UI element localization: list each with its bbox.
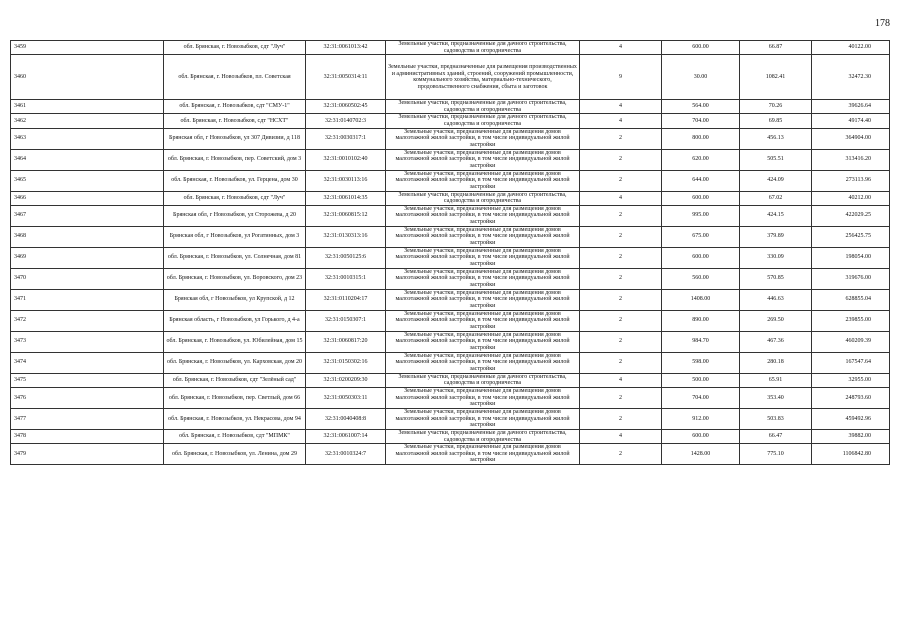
land-use-cell: Земельные участки, предназначенные для дачного строительства, садоводства и огородничества <box>386 429 580 443</box>
address-cell: обл. Брянская, г. Новозыбков, ул. Карховская, дом 20 <box>164 352 306 373</box>
group-cell: 2 <box>580 226 662 247</box>
land-use-cell: Земельные участки, предназначенные для дачного строительства, садоводства и огородничества <box>386 41 580 55</box>
table-row <box>11 55 890 100</box>
land-use-cell: Земельные участки, предназначенные для дачного строительства, садоводства и огородничества <box>386 100 580 114</box>
group-cell: 4 <box>580 191 662 205</box>
address-cell: обл. Брянская, г. Новозыбков, ул. Ленина, дом 29 <box>164 444 306 465</box>
price-cell: 280.18 <box>740 352 812 373</box>
table-row <box>11 149 890 170</box>
cadastral-number-cell: 32:31:0010102:40 <box>306 149 386 170</box>
address-cell: Брянская обл, г Новозыбков, ул Крупской, д 12 <box>164 289 306 310</box>
group-cell: 4 <box>580 114 662 128</box>
address-cell: обл. Брянская, г. Новозыбков, сдт "Луч" <box>164 191 306 205</box>
group-cell: 9 <box>580 55 662 100</box>
group-cell: 2 <box>580 331 662 352</box>
group-cell: 4 <box>580 429 662 443</box>
row-number: 3470 <box>11 268 164 289</box>
row-number: 3465 <box>11 170 164 191</box>
land-use-cell: Земельные участки, предназначенные для размещения домов малоэтажной жилой застройки, в том числе индивидуальной жилой застройки <box>386 128 580 149</box>
table-row <box>11 331 890 352</box>
price-cell: 424.15 <box>740 205 812 226</box>
cadastral-value-cell: 40212.00 <box>812 191 890 205</box>
cadastral-value-cell: 319676.00 <box>812 268 890 289</box>
price-cell: 269.50 <box>740 310 812 331</box>
price-cell: 353.40 <box>740 387 812 408</box>
cadastral-value-cell: 39882.00 <box>812 429 890 443</box>
cadastral-number-cell: 32:31:0150307:1 <box>306 310 386 331</box>
row-number: 3471 <box>11 289 164 310</box>
group-cell: 2 <box>580 310 662 331</box>
group-cell: 2 <box>580 268 662 289</box>
area-cell: 500.00 <box>662 373 740 387</box>
address-cell: обл. Брянская, г. Новозыбков, ул. Юбилейная, дом 15 <box>164 331 306 352</box>
cadastral-value-cell: 49174.40 <box>812 114 890 128</box>
cadastral-value-cell: 273113.96 <box>812 170 890 191</box>
table-row <box>11 387 890 408</box>
row-number: 3479 <box>11 444 164 465</box>
area-cell: 1428.00 <box>662 444 740 465</box>
row-number: 3475 <box>11 373 164 387</box>
row-number: 3467 <box>11 205 164 226</box>
land-use-cell: Земельные участки, предназначенные для размещения домов малоэтажной жилой застройки, в том числе индивидуальной жилой застройки <box>386 289 580 310</box>
cadastral-value-cell: 40122.00 <box>812 41 890 55</box>
cadastral-value-cell: 167547.64 <box>812 352 890 373</box>
cadastral-number-cell: 32:31:0140702:3 <box>306 114 386 128</box>
land-use-cell: Земельные участки, предназначенные для дачного строительства, садоводства и огородничества <box>386 191 580 205</box>
price-cell: 65.91 <box>740 373 812 387</box>
price-cell: 67.02 <box>740 191 812 205</box>
address-cell: Брянская область, г Новозыбков, ул Горького, д 4-а <box>164 310 306 331</box>
price-cell: 66.47 <box>740 429 812 443</box>
price-cell: 505.51 <box>740 149 812 170</box>
address-cell: обл. Брянская, г. Новозыбков, пер. Светлый, дом 66 <box>164 387 306 408</box>
address-cell: обл. Брянская, г. Новозыбков, ул. Воровского, дом 23 <box>164 268 306 289</box>
land-use-cell: Земельные участки, предназначенные для размещения домов малоэтажной жилой застройки, в том числе индивидуальной жилой застройки <box>386 268 580 289</box>
table-row <box>11 444 890 465</box>
cadastral-number-cell: 32:31:0061013:42 <box>306 41 386 55</box>
row-number: 3472 <box>11 310 164 331</box>
area-cell: 704.00 <box>662 387 740 408</box>
land-use-cell: Земельные участки, предназначенные для размещения домов малоэтажной жилой застройки, в том числе индивидуальной жилой застройки <box>386 226 580 247</box>
price-cell: 69.85 <box>740 114 812 128</box>
price-cell: 1082.41 <box>740 55 812 100</box>
row-number: 3468 <box>11 226 164 247</box>
table-row <box>11 429 890 443</box>
row-number: 3463 <box>11 128 164 149</box>
cadastral-number-cell: 32:31:0200209:30 <box>306 373 386 387</box>
land-use-cell: Земельные участки, предназначенные для размещения домов малоэтажной жилой застройки, в том числе индивидуальной жилой застройки <box>386 444 580 465</box>
cadastral-number-cell: 32:31:0061007:14 <box>306 429 386 443</box>
cadastral-number-cell: 32:31:0130313:16 <box>306 226 386 247</box>
cadastral-number-cell: 32:31:0030317:1 <box>306 128 386 149</box>
cadastral-number-cell: 32:31:0010324:7 <box>306 444 386 465</box>
cadastral-value-cell: 198054.00 <box>812 247 890 268</box>
cadastral-value-cell: 628855.04 <box>812 289 890 310</box>
cadastral-number-cell: 32:31:0050303:11 <box>306 387 386 408</box>
row-number: 3464 <box>11 149 164 170</box>
group-cell: 2 <box>580 128 662 149</box>
group-cell: 2 <box>580 289 662 310</box>
table-row <box>11 310 890 331</box>
table-row <box>11 408 890 429</box>
price-cell: 775.10 <box>740 444 812 465</box>
cadastral-number-cell: 32:31:0050314:11 <box>306 55 386 100</box>
cadastral-value-cell: 1106842.80 <box>812 444 890 465</box>
address-cell: обл. Брянская, г. Новозыбков, сдт "МПМК" <box>164 429 306 443</box>
table-row <box>11 373 890 387</box>
land-use-cell: Земельные участки, предназначенные для размещения домов малоэтажной жилой застройки, в том числе индивидуальной жилой застройки <box>386 310 580 331</box>
address-cell: Брянская обл, г Новозыбков, ул 307 Дивизии, д 118 <box>164 128 306 149</box>
cadastral-value-cell: 364904.00 <box>812 128 890 149</box>
cadastral-value-cell: 32472.30 <box>812 55 890 100</box>
price-cell: 379.89 <box>740 226 812 247</box>
cadastral-value-cell: 422029.25 <box>812 205 890 226</box>
cadastral-value-cell: 248793.60 <box>812 387 890 408</box>
row-number: 3473 <box>11 331 164 352</box>
row-number: 3474 <box>11 352 164 373</box>
address-cell: Брянская обл, г Новозыбков, ул Рогатинных, дом 3 <box>164 226 306 247</box>
area-cell: 620.00 <box>662 149 740 170</box>
area-cell: 800.00 <box>662 128 740 149</box>
page-number: 178 <box>875 18 890 29</box>
area-cell: 675.00 <box>662 226 740 247</box>
cadastral-value-cell: 239855.00 <box>812 310 890 331</box>
cadastral-number-cell: 32:31:0030113:16 <box>306 170 386 191</box>
cadastral-number-cell: 32:31:0010315:1 <box>306 268 386 289</box>
group-cell: 2 <box>580 387 662 408</box>
cadastral-value-cell: 32955.00 <box>812 373 890 387</box>
cadastral-number-cell: 32:31:0150302:16 <box>306 352 386 373</box>
land-use-cell: Земельные участки, предназначенные для размещения домов малоэтажной жилой застройки, в том числе индивидуальной жилой застройки <box>386 247 580 268</box>
row-number: 3461 <box>11 100 164 114</box>
row-number: 3478 <box>11 429 164 443</box>
address-cell: обл. Брянская, г. Новозыбков, ул. Некрасова, дом 94 <box>164 408 306 429</box>
cadastral-value-cell: 313416.20 <box>812 149 890 170</box>
table-row <box>11 191 890 205</box>
table-row <box>11 128 890 149</box>
group-cell: 2 <box>580 247 662 268</box>
group-cell: 4 <box>580 41 662 55</box>
price-cell: 330.09 <box>740 247 812 268</box>
area-cell: 890.00 <box>662 310 740 331</box>
row-number: 3459 <box>11 41 164 55</box>
price-cell: 456.13 <box>740 128 812 149</box>
address-cell: обл. Брянская, г. Новозыбков, пл. Советская <box>164 55 306 100</box>
price-cell: 570.85 <box>740 268 812 289</box>
cadastral-value-cell: 39626.64 <box>812 100 890 114</box>
land-use-cell: Земельные участки, предназначенные для размещения домов малоэтажной жилой застройки, в том числе индивидуальной жилой застройки <box>386 352 580 373</box>
address-cell: обл. Брянская, г. Новозыбков, пер. Советский, дом 3 <box>164 149 306 170</box>
group-cell: 2 <box>580 352 662 373</box>
price-cell: 70.26 <box>740 100 812 114</box>
price-cell: 503.83 <box>740 408 812 429</box>
land-use-cell: Земельные участки, предназначенные для размещения домов малоэтажной жилой застройки, в том числе индивидуальной жилой застройки <box>386 149 580 170</box>
address-cell: обл. Брянская, г. Новозыбков, сдт "НСХТ" <box>164 114 306 128</box>
land-use-cell: Земельные участки, предназначенные для размещения домов малоэтажной жилой застройки, в том числе индивидуальной жилой застройки <box>386 408 580 429</box>
land-plot-table <box>10 40 890 465</box>
table-row <box>11 289 890 310</box>
address-cell: Брянская обл, г Новозыбков, ул Сторожева, д 20 <box>164 205 306 226</box>
area-cell: 995.00 <box>662 205 740 226</box>
group-cell: 2 <box>580 205 662 226</box>
area-cell: 1408.00 <box>662 289 740 310</box>
row-number: 3462 <box>11 114 164 128</box>
land-use-cell: Земельные участки, предназначенные для дачного строительства, садоводства и огородничества <box>386 114 580 128</box>
table-row <box>11 352 890 373</box>
group-cell: 4 <box>580 373 662 387</box>
price-cell: 66.87 <box>740 41 812 55</box>
table-row <box>11 100 890 114</box>
land-use-cell: Земельные участки, предназначенные для размещения домов малоэтажной жилой застройки, в том числе индивидуальной жилой застройки <box>386 387 580 408</box>
row-number: 3476 <box>11 387 164 408</box>
land-use-cell: Земельные участки, предназначенные для дачного строительства, садоводства и огородничества <box>386 373 580 387</box>
cadastral-value-cell: 459492.96 <box>812 408 890 429</box>
area-cell: 984.70 <box>662 331 740 352</box>
address-cell: обл. Брянская, г. Новозыбков, сдт "Зелёный сад" <box>164 373 306 387</box>
table-row <box>11 268 890 289</box>
price-cell: 446.63 <box>740 289 812 310</box>
cadastral-number-cell: 32:31:0110204:17 <box>306 289 386 310</box>
area-cell: 564.00 <box>662 100 740 114</box>
cadastral-number-cell: 32:31:0060502:45 <box>306 100 386 114</box>
table-row <box>11 226 890 247</box>
table-row <box>11 170 890 191</box>
cadastral-number-cell: 32:31:0061014:35 <box>306 191 386 205</box>
address-cell: обл. Брянская, г. Новозыбков, ул. Герцена, дом 30 <box>164 170 306 191</box>
land-use-cell: Земельные участки, предназначенные для размещения производственных и административных зданий, строений, сооружений промышленности, коммунального хозяйства, материально-технического, продовольственного снабжения, сбыта и заготовок <box>386 55 580 100</box>
area-cell: 600.00 <box>662 191 740 205</box>
area-cell: 598.00 <box>662 352 740 373</box>
group-cell: 2 <box>580 444 662 465</box>
area-cell: 912.00 <box>662 408 740 429</box>
price-cell: 467.36 <box>740 331 812 352</box>
area-cell: 644.00 <box>662 170 740 191</box>
table-body <box>11 41 890 465</box>
table-row <box>11 41 890 55</box>
area-cell: 600.00 <box>662 429 740 443</box>
price-cell: 424.09 <box>740 170 812 191</box>
row-number: 3466 <box>11 191 164 205</box>
address-cell: обл. Брянская, г. Новозыбков, сдт "СМУ-1" <box>164 100 306 114</box>
table-row <box>11 114 890 128</box>
cadastral-number-cell: 32:31:0040408:8 <box>306 408 386 429</box>
area-cell: 30.00 <box>662 55 740 100</box>
address-cell: обл. Брянская, г. Новозыбков, сдт "Луч" <box>164 41 306 55</box>
address-cell: обл. Брянская, г. Новозыбков, ул. Солнечная, дом 81 <box>164 247 306 268</box>
row-number: 3477 <box>11 408 164 429</box>
group-cell: 2 <box>580 149 662 170</box>
cadastral-number-cell: 32:31:0050125:6 <box>306 247 386 268</box>
area-cell: 600.00 <box>662 41 740 55</box>
area-cell: 704.00 <box>662 114 740 128</box>
land-use-cell: Земельные участки, предназначенные для размещения домов малоэтажной жилой застройки, в том числе индивидуальной жилой застройки <box>386 205 580 226</box>
row-number: 3469 <box>11 247 164 268</box>
table-row <box>11 247 890 268</box>
area-cell: 600.00 <box>662 247 740 268</box>
group-cell: 2 <box>580 408 662 429</box>
cadastral-value-cell: 460209.39 <box>812 331 890 352</box>
cadastral-number-cell: 32:31:0060817:20 <box>306 331 386 352</box>
group-cell: 4 <box>580 100 662 114</box>
row-number: 3460 <box>11 55 164 100</box>
table-row <box>11 205 890 226</box>
land-use-cell: Земельные участки, предназначенные для размещения домов малоэтажной жилой застройки, в том числе индивидуальной жилой застройки <box>386 331 580 352</box>
cadastral-number-cell: 32:31:0060815:12 <box>306 205 386 226</box>
area-cell: 560.00 <box>662 268 740 289</box>
land-use-cell: Земельные участки, предназначенные для размещения домов малоэтажной жилой застройки, в том числе индивидуальной жилой застройки <box>386 170 580 191</box>
group-cell: 2 <box>580 170 662 191</box>
cadastral-value-cell: 256425.75 <box>812 226 890 247</box>
